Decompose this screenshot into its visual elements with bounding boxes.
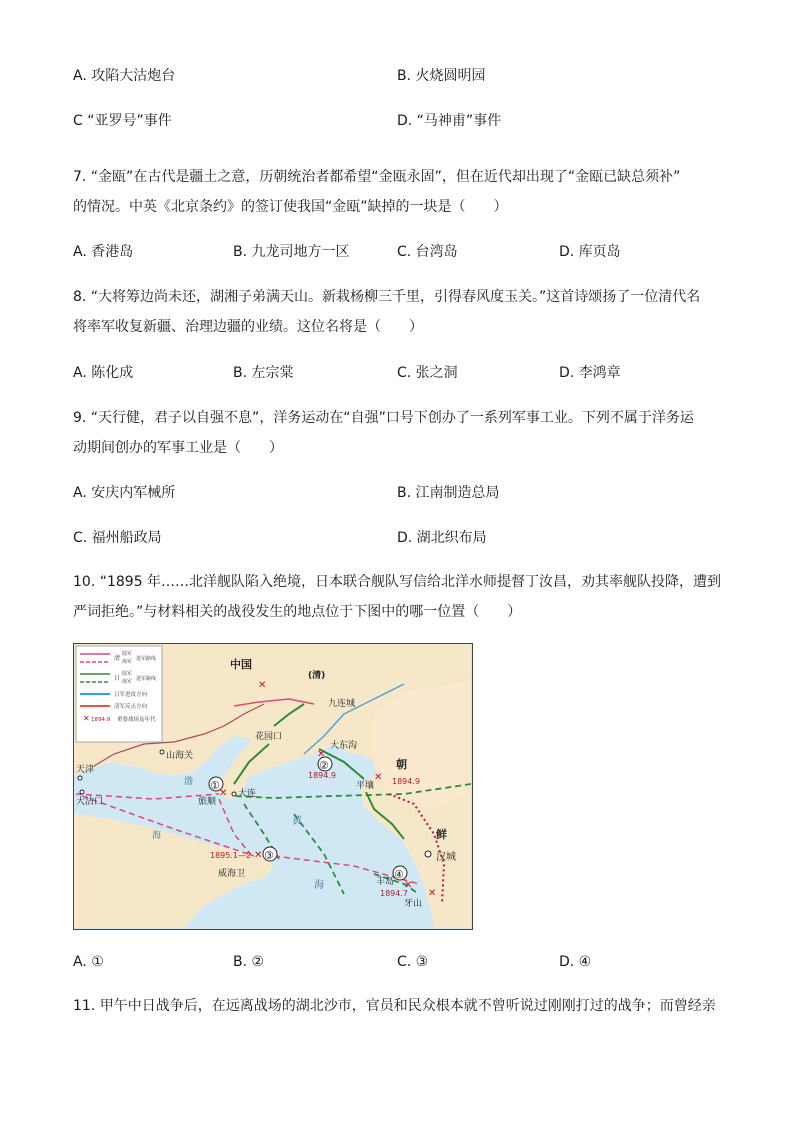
label-hai1: 海 bbox=[152, 831, 162, 841]
sino-japanese-war-map bbox=[73, 643, 473, 930]
legend-year: 1894.9 bbox=[91, 717, 111, 723]
q9-stem-line2: 动期间创办的军事工业是（ ） bbox=[73, 440, 283, 456]
date-pingrang: 1894.9 bbox=[392, 777, 420, 786]
q9-option-b: B. 江南制造总局 bbox=[397, 485, 500, 501]
q10-option-c: C. ③ bbox=[397, 954, 429, 970]
label-yashan: 牙山 bbox=[404, 899, 423, 909]
legend-battle: 重要战场及年代 bbox=[117, 717, 156, 723]
q10-option-d: D. ④ bbox=[559, 954, 592, 970]
q8-option-b: B. 左宗棠 bbox=[233, 365, 294, 381]
label-xian: 鲜 bbox=[436, 828, 447, 841]
q7-stem-line2: 的情况。中英《北京条约》的签订使我国“金瓯”缺掉的一块是（ ） bbox=[73, 199, 508, 215]
marker-2: ② bbox=[319, 759, 329, 772]
q10-option-b: B. ② bbox=[233, 954, 265, 970]
q7-option-b: B. 九龙司地方一区 bbox=[233, 244, 350, 260]
battle-cross-dadonggou: ✕ bbox=[317, 749, 326, 760]
date-fengdao: 1894.7 bbox=[380, 889, 408, 898]
label-china: 中国 bbox=[230, 658, 252, 671]
legend-qing-route: 进军路线 bbox=[136, 656, 157, 662]
city-dot-dagukou bbox=[80, 790, 84, 794]
q10-stem-line1: 10. “1895 年……北洋舰队陷入绝境，日本联合舰队写信给北洋水师提督丁汝昌，劝其率舰队投降，遭到 bbox=[73, 574, 722, 590]
date-dadonggou: 1894.9 bbox=[308, 771, 336, 780]
label-dadonggou: 大东沟 bbox=[330, 741, 358, 751]
date-weihai: 1895.1—2 bbox=[210, 851, 252, 860]
q7-option-a: A. 香港岛 bbox=[73, 244, 134, 260]
q11-stem-line1: 11. 甲午中日战争后，在远离战场的湖北沙市，官员和民众根本就不曾听说过刚刚打过的战争；而曾经亲 bbox=[73, 998, 716, 1014]
q6-option-d: D. “马神甫”事件 bbox=[397, 113, 502, 129]
battle-cross-weihai: ✕ bbox=[254, 850, 263, 861]
q8-stem-line2: 将率军收复新疆、治理边疆的业绩。这位名将是（ ） bbox=[73, 319, 423, 335]
label-tianjin: 天津 bbox=[76, 765, 95, 775]
label-weihaiwei: 威海卫 bbox=[218, 869, 246, 879]
q6-option-a: A. 攻陷大沽炮台 bbox=[73, 68, 176, 84]
label-hai2: 海 bbox=[314, 880, 324, 891]
q8-option-d: D. 李鸿章 bbox=[559, 365, 621, 381]
legend-qing-army: 陆军 bbox=[122, 651, 133, 657]
city-dot-dalian bbox=[232, 792, 236, 796]
q10-stem-line2: 严词拒绝。”与材料相关的战役发生的地点位于下图中的哪一位置（ ） bbox=[73, 604, 522, 620]
legend-japan-navy: 海军 bbox=[122, 679, 133, 685]
label-chao: 朝 bbox=[396, 758, 407, 771]
q9-stem-line1: 9. “天行健，君子以自强不息”，洋务运动在“自强”口号下创办了一系列军事工业。下列不属于洋务运 bbox=[73, 410, 694, 426]
q7-stem-line1: 7. “金瓯”在古代是疆土之意，历朝统治者都希望“金瓯永固”，但在近代却出现了“金瓯已缺总须补” bbox=[73, 169, 681, 185]
label-pingrang: 平壤 bbox=[356, 781, 375, 791]
legend-qing-navy: 海军 bbox=[122, 659, 133, 665]
battle-cross-lushun: ✕ bbox=[219, 788, 228, 799]
battle-cross-yashan: ✕ bbox=[428, 888, 437, 899]
label-qing: (清) bbox=[308, 671, 326, 681]
battle-cross-fengdao: ✕ bbox=[404, 880, 413, 891]
label-bo: 渤 bbox=[184, 777, 194, 787]
q7-option-c: C. 台湾岛 bbox=[397, 244, 458, 260]
marker-1: ① bbox=[210, 779, 220, 792]
battle-cross-pingrang: ✕ bbox=[374, 772, 383, 783]
q6-option-b: B. 火烧圆明园 bbox=[397, 68, 486, 84]
legend-japan-route: 进军路线 bbox=[136, 676, 157, 682]
label-fengdao: 丰岛 bbox=[376, 877, 395, 887]
marker-3: ③ bbox=[264, 849, 274, 862]
legend-attack: 日军进攻方向 bbox=[114, 692, 148, 698]
q7-option-d: D. 库页岛 bbox=[559, 244, 621, 260]
q6-option-c: C “亚罗号”事件 bbox=[73, 113, 172, 129]
legend-japan-army: 陆军 bbox=[122, 671, 133, 677]
marker-4: ④ bbox=[394, 868, 404, 881]
label-jiulian: 九连城 bbox=[328, 699, 356, 709]
legend-counter: 清军反击方向 bbox=[114, 704, 148, 710]
city-dot-shanhaiguan bbox=[160, 750, 164, 754]
label-lushun: 旅顺 bbox=[198, 797, 217, 807]
label-shanhaiguan: 山海关 bbox=[166, 751, 194, 761]
label-huang: 黄 bbox=[292, 816, 302, 827]
label-huayuankou: 花园口 bbox=[255, 732, 283, 742]
legend-japan: 日 bbox=[114, 675, 121, 682]
legend-qing: 清 bbox=[114, 655, 121, 662]
q9-option-c: C. 福州船政局 bbox=[73, 530, 162, 546]
label-hancheng: 汉城 bbox=[436, 852, 456, 863]
q8-stem-line1: 8. “大将筹边尚未还，湖湘子弟满天山。新栽杨柳三千里，引得春风度玉关。”这首诗颂扬了一位清代名 bbox=[73, 289, 701, 305]
q10-option-a: A. ① bbox=[73, 954, 104, 970]
battle-cross-north: ✕ bbox=[258, 680, 267, 691]
q8-option-a: A. 陈化成 bbox=[73, 365, 134, 381]
svg-text:✕: ✕ bbox=[83, 714, 90, 723]
q9-option-a: A. 安庆内军械所 bbox=[73, 485, 176, 501]
label-dalian: 大连 bbox=[238, 789, 257, 799]
q9-option-d: D. 湖北织布局 bbox=[397, 530, 487, 546]
label-dagukou: 大沽口 bbox=[76, 797, 104, 807]
q8-option-c: C. 张之洞 bbox=[397, 365, 458, 381]
city-dot-tianjin bbox=[78, 776, 82, 780]
city-dot-hancheng bbox=[425, 851, 431, 857]
